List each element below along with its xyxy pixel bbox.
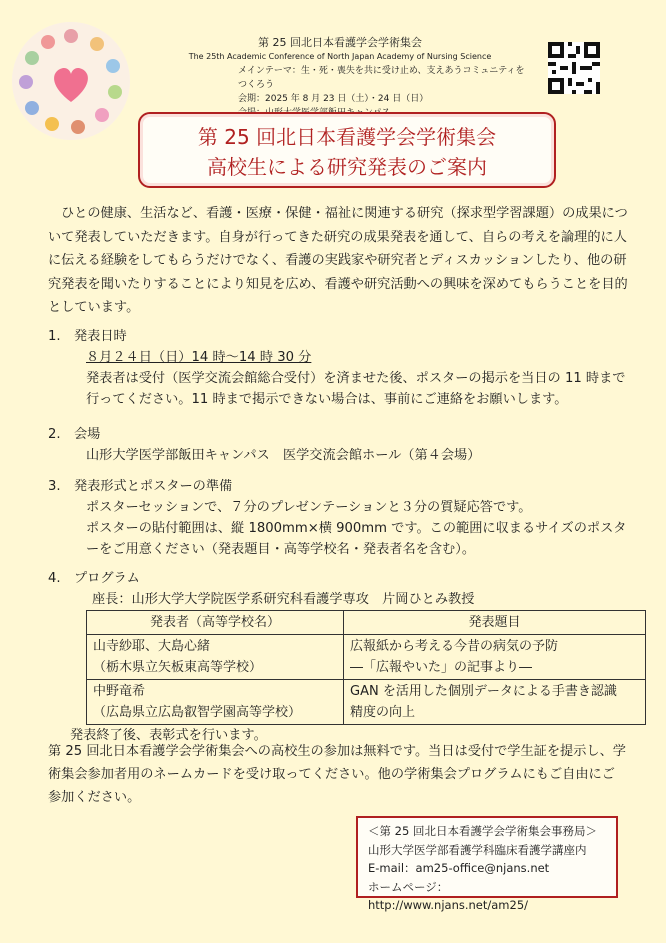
- contact-email-link[interactable]: E-mail：am25-office@njans.net: [368, 861, 550, 875]
- main-title-line2: 高校生による研究発表のご案内: [207, 155, 487, 179]
- contact-office: ＜第 25 回北日本看護学会学術集会事務局＞: [368, 824, 597, 838]
- section-program: [48, 568, 630, 746]
- presenter-cell: [87, 635, 344, 680]
- header-date: 会期：2025 年 8 月 23 日（土）・24 日（日）: [238, 94, 429, 104]
- section-format: [48, 476, 630, 560]
- presentation-title: GAN を活用した個別データによる手書き認識: [350, 684, 617, 699]
- schedule-body: 発表者は受付（医学交流会館総合受付）を済ませた後、ポスターの掲示を当日の 11 時まで行ってください。11 時まで掲示できない場合は、事前にご連絡をお願いします。: [86, 371, 626, 407]
- chair-line: 座長：山形大学大学院医学系研究科看護学専攻 片岡ひとみ教授: [92, 592, 475, 607]
- header-theme: メインテーマ：生・死・喪失を共に受け止め、支えあうコミュニティをつくろう: [238, 66, 525, 90]
- presenter-cell: [87, 680, 344, 725]
- title-cell: [344, 635, 646, 680]
- presentation-datetime: ８月２４日（日）14 時～14 時 30 分: [86, 350, 312, 365]
- header-title: 第 25 回北日本看護学会学術集会: [258, 36, 422, 49]
- presentation-subtitle: ―「広報やいた」の記事より―: [350, 660, 533, 675]
- title-cell: [344, 680, 646, 725]
- presentation-subtitle: 精度の向上: [350, 705, 416, 720]
- footer-paragraph: 第 25 回北日本看護学会学術集会への高校生の参加は無料です。当日は受付で学生証を提示し、学術集会参加者用のネームカードを受け取ってください。他の学術集会プログラムにもご自由にご参加ください。: [48, 744, 626, 805]
- section-schedule: [48, 326, 630, 410]
- format-body-1: ポスターセッションで、７分のプレゼンテーションと３分の質疑応答です。: [86, 500, 532, 515]
- section-number: 1.: [48, 329, 61, 344]
- conference-logo: [12, 22, 130, 140]
- contact-box: [356, 816, 618, 912]
- section-heading: 発表日時: [74, 329, 127, 344]
- section-number: 3.: [48, 479, 61, 494]
- section-number: 2.: [48, 427, 61, 442]
- header-english-title: The 25th Academic Conference of North Japan Academy of Nursing Science: [188, 52, 492, 61]
- presenter-school: （栃木県立矢板東高等学校）: [93, 660, 263, 675]
- section-venue: [48, 424, 630, 466]
- after-program-note: 発表終了後、表彰式を行います。: [70, 728, 267, 743]
- presenter-school: （広島県立広島叡智学園高等学校）: [93, 705, 302, 720]
- contact-department: 山形大学医学部看護学科臨床看護学講座内: [368, 842, 587, 857]
- presentation-title: 広報紙から考える今昔の病気の予防: [350, 639, 559, 654]
- conference-header: [150, 36, 530, 120]
- program-table: [86, 610, 646, 725]
- table-header-row: [87, 611, 646, 635]
- section-heading: プログラム: [74, 571, 140, 586]
- column-header: 発表者（高等学校名）: [87, 611, 344, 635]
- main-title-line1: 第 25 回北日本看護学会学術集会: [197, 125, 497, 149]
- table-row: [87, 680, 646, 725]
- section-heading: 発表形式とポスターの準備: [74, 479, 233, 494]
- contact-homepage-link[interactable]: ホームページ：http://www.njans.net/am25/: [368, 879, 529, 912]
- format-body-2: ポスターの貼付範囲は、縦 1800mm×横 900mm です。この範囲に収まるサイズのポスターをご用意ください（発表題目・高等学校名・発表者名を含む）。: [86, 521, 627, 557]
- qr-code-icon[interactable]: [548, 42, 600, 94]
- main-title-box: [138, 112, 556, 188]
- table-row: [87, 635, 646, 680]
- intro-paragraph: ひとの健康、生活など、看護・医療・保健・福祉に関連する研究（探求型学習課題）の成果について発表していただきます。自身が行ってきた研究の成果発表を通して、自らの考えを論理的に人に伝える経験をしてもらうだけでなく、看護の実践家や研究者とディスカッションしたり、他の研究発表を聞いたりすることにより知見を広め、看護や研究活動への興味を深めてもらうことを目的としています。: [48, 206, 628, 315]
- presenter-name: 山寺紗耶、大島心緒: [93, 639, 211, 654]
- section-heading: 会場: [74, 427, 101, 442]
- presenter-name: 中野竜希: [93, 684, 146, 699]
- section-number: 4.: [48, 571, 61, 586]
- column-header: 発表題目: [344, 611, 646, 635]
- venue-body: 山形大学医学部飯田キャンパス 医学交流会館ホール（第４会場）: [86, 448, 481, 463]
